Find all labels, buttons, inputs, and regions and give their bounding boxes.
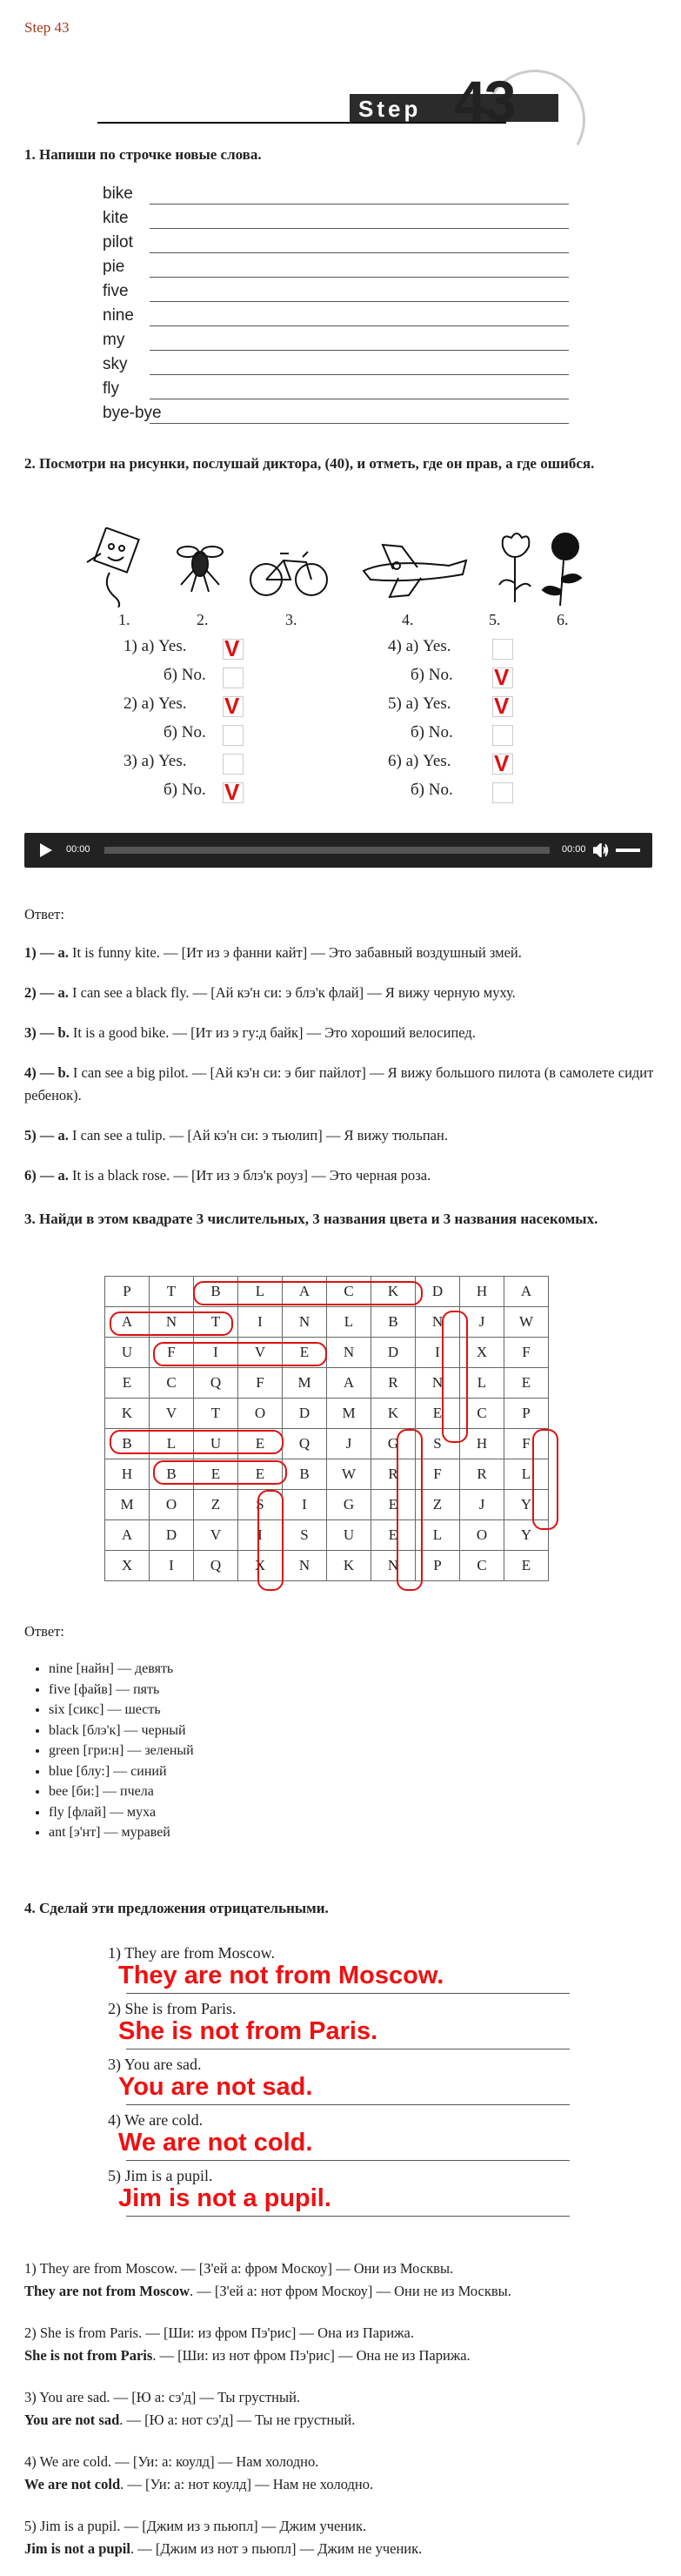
oval-fly — [532, 1429, 558, 1530]
grid-cell: V — [150, 1399, 194, 1429]
grid-cell: J — [460, 1490, 504, 1520]
grid-cell: Q — [194, 1551, 238, 1581]
grid-cell: I — [238, 1307, 283, 1338]
check-label: б) No. — [411, 723, 453, 741]
progress-bar[interactable] — [104, 847, 550, 854]
grid-cell: U — [327, 1520, 371, 1551]
grid-cell: K — [371, 1277, 416, 1307]
grid-cell: T — [150, 1277, 194, 1307]
check-mark: V — [224, 693, 240, 719]
grid-cell: E — [416, 1399, 460, 1429]
grid-cell: L — [327, 1307, 371, 1338]
grid-cell: N — [327, 1338, 371, 1368]
answer-item: • six [сикс] — шесть — [49, 1700, 194, 1721]
answer-rest: . — [Джим из нот э пьюпл] — Джим не ученик. — [130, 2540, 423, 2557]
answer-line: 5) Jim is a pupil. — [Джим из э пьюпл] — Джим ученик. — [24, 2518, 367, 2534]
word-item: fly — [103, 379, 119, 398]
check-label: 5) а) Yes. — [388, 694, 451, 713]
checkbox[interactable] — [492, 725, 513, 746]
grid-cell: H — [105, 1459, 150, 1490]
check-label: 2) а) Yes. — [124, 694, 187, 713]
kite-picture — [87, 527, 139, 607]
write-line — [150, 423, 569, 424]
grid-cell: E — [371, 1490, 416, 1520]
volume-icon[interactable] — [593, 843, 609, 857]
check-mark: V — [494, 693, 510, 719]
grid-cell: O — [238, 1399, 283, 1429]
checkbox[interactable] — [223, 725, 244, 746]
duration: 00:00 — [562, 844, 586, 855]
checkbox[interactable] — [223, 667, 244, 688]
grid-cell: M — [283, 1368, 327, 1399]
word-item: bye-bye — [103, 404, 162, 422]
write-line — [150, 350, 569, 351]
grid-cell: K — [105, 1399, 150, 1429]
write-line — [126, 2104, 570, 2105]
answer-item: • blue [блу:] — синий — [49, 1761, 194, 1782]
word-item: sky — [103, 355, 128, 373]
picture-number: 6. — [557, 611, 569, 628]
grid-cell: P — [416, 1551, 460, 1581]
answer-text: It is a good bike. — [Ит из э гу:д байк] — Это хороший велосипед. — [69, 1024, 476, 1041]
grid-cell: B — [194, 1277, 238, 1307]
grid-cell: W — [504, 1307, 549, 1338]
grid-cell: N — [283, 1307, 327, 1338]
grid-cell: F — [150, 1338, 194, 1368]
grid-cell: H — [460, 1277, 504, 1307]
write-line — [126, 2216, 570, 2217]
picture-number: 1. — [118, 611, 130, 628]
grid-cell: D — [150, 1520, 194, 1551]
grid-cell: Y — [504, 1520, 549, 1551]
answer-num: 4) — b. — [24, 1064, 70, 1081]
picture-number: 2. — [197, 611, 209, 628]
answer-text: It is funny kite. — [Ит из э фанни кайт] — Это забавный воздушный змей. — [68, 944, 522, 961]
answer-line — [24, 982, 659, 1004]
grid-cell: E — [371, 1520, 416, 1551]
grid-cell: M — [327, 1399, 371, 1429]
grid-cell: N — [416, 1368, 460, 1399]
check-label: б) No. — [164, 666, 206, 684]
step-banner — [97, 70, 574, 131]
write-line — [150, 277, 569, 278]
answer-rest: . — [Ши: из нот фром Пэ'рис] — Она не из Парижа. — [152, 2347, 471, 2364]
task4-title: 4. Сделай эти предложения отрицательными. — [24, 1900, 329, 1916]
check-label: б) No. — [411, 666, 453, 684]
step-link[interactable]: Step 43 — [24, 19, 70, 36]
answer-line — [24, 2538, 659, 2560]
grid-cell: S — [238, 1490, 283, 1520]
grid-cell: B — [105, 1429, 150, 1459]
sentence-prompt: 1) They are from Moscow. — [108, 1944, 275, 1962]
answer-bold: You are not sad — [24, 2412, 120, 2428]
grid-cell: D — [371, 1338, 416, 1368]
grid-cell: L — [504, 1459, 549, 1490]
current-time: 00:00 — [66, 844, 90, 855]
word-item: pie — [103, 258, 125, 276]
grid-cell: P — [105, 1277, 150, 1307]
grid-cell: S — [416, 1429, 460, 1459]
answer-text: I can see a tulip. — [Ай кэ'н си: э тьюлип] — Я вижу тюльпан. — [68, 1127, 448, 1144]
grid-row — [105, 1368, 549, 1399]
write-line — [150, 301, 569, 302]
grid-cell: G — [371, 1429, 416, 1459]
volume-slider[interactable] — [616, 849, 640, 852]
grid-cell: O — [460, 1520, 504, 1551]
grid-cell: Z — [416, 1490, 460, 1520]
grid-cell: F — [504, 1338, 549, 1368]
check-mark: V — [224, 635, 240, 661]
check-label: 3) а) Yes. — [124, 752, 187, 770]
grid-cell: E — [283, 1338, 327, 1368]
grid-cell: Z — [194, 1490, 238, 1520]
answer-line — [24, 2409, 659, 2432]
grid-cell: C — [327, 1277, 371, 1307]
sentence-prompt: 5) Jim is a pupil. — [108, 2167, 213, 2184]
grid-cell: F — [238, 1368, 283, 1399]
grid-cell: T — [194, 1307, 238, 1338]
picture-number: 4. — [402, 611, 414, 628]
answer-line: 3) You are sad. — [Ю а: сэ'д] — Ты грустный. — [24, 2389, 301, 2405]
write-line — [126, 2160, 570, 2161]
grid-row — [105, 1520, 549, 1551]
grid-cell: E — [238, 1459, 283, 1490]
task2-title: 2. Посмотри на рисунки, послушай диктора, (40), и отметь, где он прав, а где ошибся. — [24, 455, 595, 472]
grid-cell: O — [150, 1490, 194, 1520]
fly-picture — [177, 547, 223, 592]
sentence-answer: We are not cold. — [118, 2129, 313, 2157]
grid-cell: I — [194, 1338, 238, 1368]
grid-cell: E — [504, 1551, 549, 1581]
answer-line — [24, 1022, 659, 1044]
grid-cell: N — [416, 1307, 460, 1338]
sentence-prompt: 2) She is from Paris. — [108, 2000, 237, 2017]
grid-cell: L — [150, 1429, 194, 1459]
grid-cell: L — [238, 1277, 283, 1307]
grid-cell: I — [150, 1551, 194, 1581]
banner-step-number: 43 — [454, 69, 515, 133]
answer-line: 1) They are from Moscow. — [З'ей а: фром Москоу] — Они из Москвы. — [24, 2260, 454, 2277]
sentence-answer: She is not from Paris. — [118, 2017, 378, 2045]
answer-item: • green [гри:н] — зеленый — [49, 1741, 194, 1761]
check-label: 4) а) Yes. — [388, 637, 451, 655]
grid-cell: Q — [283, 1429, 327, 1459]
answer-bold: They are not from Moscow — [24, 2283, 190, 2299]
grid-cell: C — [460, 1399, 504, 1429]
grid-row — [105, 1490, 549, 1520]
plane-picture — [364, 545, 466, 597]
word-item: my — [103, 331, 125, 349]
grid-cell: K — [371, 1399, 416, 1429]
grid-cell: C — [150, 1368, 194, 1399]
grid-cell: C — [460, 1551, 504, 1581]
sentence-prompt: 4) We are cold. — [108, 2111, 204, 2129]
grid-cell: M — [105, 1490, 150, 1520]
checkbox[interactable] — [492, 639, 513, 660]
answer-bold: Jim is not a pupil — [24, 2540, 130, 2557]
check-label: б) No. — [164, 723, 206, 741]
grid-cell: E — [238, 1429, 283, 1459]
answer-rest: . — [З'ей а: нот фром Москоу] — Они не из Москвы. — [190, 2283, 511, 2299]
answer-line — [24, 2473, 659, 2496]
checkbox[interactable] — [223, 754, 244, 775]
bike-picture — [250, 552, 327, 595]
rose-picture — [543, 533, 581, 606]
grid-cell: D — [416, 1277, 460, 1307]
tulip-picture — [499, 533, 531, 602]
grid-cell: R — [460, 1459, 504, 1490]
answer-item: • fly [флай] — муха — [49, 1802, 194, 1823]
grid-cell: B — [150, 1459, 194, 1490]
banner-step-label: Step — [358, 96, 422, 122]
grid-cell: A — [283, 1277, 327, 1307]
answer-item: • bee [би:] — пчела — [49, 1781, 194, 1802]
task2-pictures — [83, 527, 597, 607]
oval-green — [397, 1429, 423, 1591]
answer-line: 4) We are cold. — [Уи: а: коулд] — Нам холодно. — [24, 2453, 319, 2470]
grid-cell: K — [327, 1551, 371, 1581]
word-item: five — [103, 282, 129, 300]
task3-title: 3. Найди в этом квадрате 3 числительных, 3 названия цвета и 3 названия насекомых. — [24, 1211, 598, 1227]
check-label: 6) а) Yes. — [388, 752, 451, 770]
grid-cell: X — [460, 1338, 504, 1368]
word-item: bike — [103, 184, 133, 203]
oval-black — [193, 1281, 423, 1305]
grid-cell: H — [460, 1429, 504, 1459]
answer-num: 6) — a. — [24, 1167, 69, 1184]
grid-cell: R — [371, 1459, 416, 1490]
grid-row — [105, 1551, 549, 1581]
write-line — [150, 228, 569, 229]
grid-cell: X — [238, 1551, 283, 1581]
grid-cell: Q — [194, 1368, 238, 1399]
answer-bold: She is not from Paris — [24, 2347, 153, 2364]
answer-item: • ant [э'нт] — муравей — [49, 1822, 194, 1843]
grid-cell: P — [504, 1399, 549, 1429]
answer-rest: . — [Ю а: нот сэ'д] — Ты не грустный. — [119, 2412, 356, 2428]
sentence-prompt: 3) You are sad. — [108, 2056, 202, 2073]
check-mark: V — [494, 664, 510, 690]
grid-cell: U — [194, 1429, 238, 1459]
grid-cell: A — [327, 1368, 371, 1399]
grid-cell: L — [416, 1520, 460, 1551]
grid-cell: I — [238, 1520, 283, 1551]
checkbox[interactable] — [492, 782, 513, 803]
grid-cell: F — [504, 1429, 549, 1459]
check-label: б) No. — [164, 781, 206, 799]
check-label: 1) а) Yes. — [124, 637, 187, 655]
answer-line — [24, 1164, 659, 1187]
answer-line — [24, 2345, 659, 2367]
grid-cell: E — [504, 1368, 549, 1399]
grid-cell: F — [416, 1459, 460, 1490]
banner-line — [97, 122, 506, 124]
word-item: nine — [103, 306, 134, 325]
grid-row — [105, 1399, 549, 1429]
grid-cell: T — [194, 1399, 238, 1429]
grid-cell: A — [504, 1277, 549, 1307]
write-line — [150, 204, 569, 205]
grid-cell: Y — [504, 1490, 549, 1520]
answer-line — [24, 1124, 659, 1147]
answer-rest: . — [Уи: а: нот коулд] — Нам не холодно. — [120, 2476, 374, 2492]
answer-num: 3) — b. — [24, 1024, 70, 1041]
grid-cell: V — [238, 1338, 283, 1368]
check-mark: V — [224, 779, 240, 805]
task3-answer-label: Ответ: — [24, 1623, 64, 1640]
grid-cell: I — [416, 1338, 460, 1368]
grid-cell: N — [283, 1551, 327, 1581]
grid-cell: E — [105, 1368, 150, 1399]
picture-number: 5. — [489, 611, 501, 628]
write-line — [150, 252, 569, 253]
answer-text: I can see a big pilot. — [Ай кэ'н си: э биг пайлот] — Я вижу большого пилота (в самолете сидит ребенок). — [24, 1064, 654, 1104]
answer-num: 5) — a. — [24, 1127, 69, 1144]
answer-item: • black [блэ'к] — черный — [49, 1721, 194, 1741]
grid-cell: B — [371, 1307, 416, 1338]
grid-cell: A — [105, 1520, 150, 1551]
answer-line — [24, 942, 659, 964]
play-icon[interactable] — [40, 843, 52, 857]
oval-nine — [442, 1311, 468, 1443]
grid-cell: A — [105, 1307, 150, 1338]
answer-bold: We are not cold — [24, 2476, 121, 2492]
task3-answers — [26, 1659, 194, 1843]
grid-cell: X — [105, 1551, 150, 1581]
grid-cell: D — [283, 1399, 327, 1429]
grid-cell: J — [460, 1307, 504, 1338]
write-line — [126, 1993, 570, 1994]
answer-num: 2) — a. — [24, 984, 69, 1001]
oval-bee — [153, 1460, 287, 1485]
sentence-answer: They are not from Moscow. — [118, 1962, 444, 1989]
grid-cell: R — [371, 1368, 416, 1399]
grid-cell: G — [327, 1490, 371, 1520]
check-label: б) No. — [411, 781, 453, 799]
grid-cell: N — [150, 1307, 194, 1338]
grid-cell: J — [327, 1429, 371, 1459]
answer-text: It is a black rose. — [Ит из э блэ'к роуз] — Это черная роза. — [68, 1167, 431, 1184]
answer-item: • nine [найн] — девять — [49, 1659, 194, 1680]
oval-six — [257, 1490, 284, 1591]
grid-cell: E — [194, 1459, 238, 1490]
write-line — [150, 374, 569, 375]
grid-cell: L — [460, 1368, 504, 1399]
grid-cell: U — [105, 1338, 150, 1368]
picture-number: 3. — [285, 611, 297, 628]
write-line — [150, 325, 569, 326]
grid-cell: B — [283, 1459, 327, 1490]
grid-cell: W — [327, 1459, 371, 1490]
answer-item: • five [файв] — пять — [49, 1680, 194, 1701]
task2-answer-label: Ответ: — [24, 906, 64, 922]
word-item: pilot — [103, 233, 133, 252]
grid-cell: N — [371, 1551, 416, 1581]
grid-cell: I — [283, 1490, 327, 1520]
answer-num: 1) — a. — [24, 944, 69, 961]
oval-blue — [110, 1430, 284, 1454]
answer-text: I can see a black fly. — [Ай кэ'н си: э блэ'к флай] — Я вижу черную муху. — [68, 984, 516, 1001]
answer-line — [24, 1062, 659, 1107]
word-item: kite — [103, 209, 129, 227]
answer-line — [24, 2280, 659, 2303]
sentence-answer: Jim is not a pupil. — [118, 2184, 331, 2212]
oval-ant — [110, 1311, 233, 1336]
grid-cell: V — [194, 1520, 238, 1551]
answer-line: 2) She is from Paris. — [Ши: из фром Пэ'рис] — Она из Парижа. — [24, 2324, 414, 2341]
oval-five — [153, 1342, 327, 1366]
task1-title: 1. Напиши по строчке новые слова. — [24, 146, 262, 163]
grid-cell: S — [283, 1520, 327, 1551]
check-mark: V — [494, 750, 510, 776]
sentence-answer: You are not sad. — [118, 2073, 313, 2101]
audio-player — [24, 833, 652, 868]
